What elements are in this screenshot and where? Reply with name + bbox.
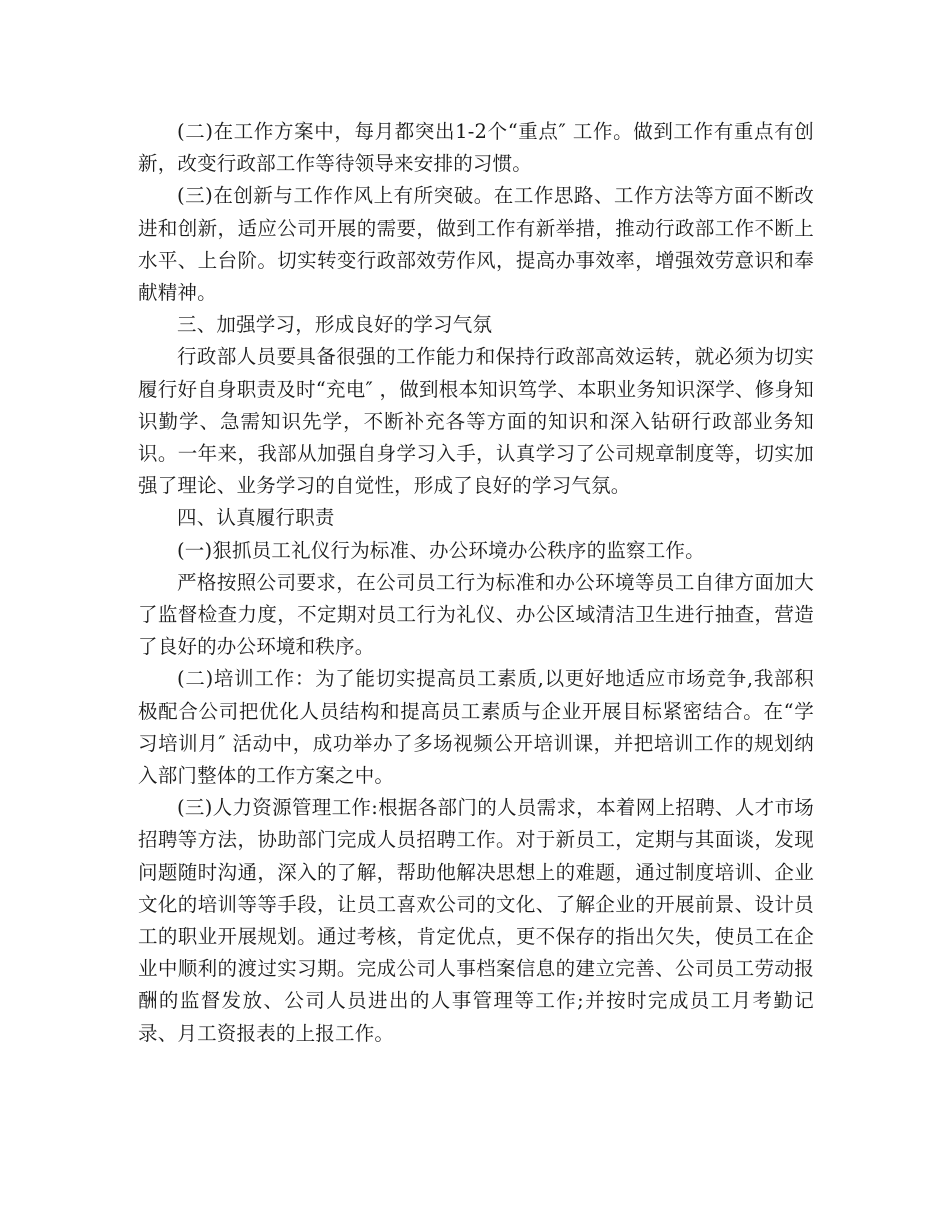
section-heading-duties: 四、认真履行职责 <box>177 506 335 530</box>
paragraph-innovation-style: (三)在创新与工作作风上有所突破。在工作思路、工作方法等方面不断改进和创新，适应公司开展的需要，做到工作有新举措，推动行政部工作不断上水平、上台阶。切实转变行政部效劳作风，提高办事效率，增强效劳意识和奉献精神。 <box>138 184 814 305</box>
paragraph-study: 行政部人员要具备很强的工作能力和保持行政部高效运转，就必须为切实履行好自身职责及时“充电″ ，做到根本知识笃学、本职业务知识深学、修身知识勤学、急需知识先学，不断补充各等方面的知识和深入钻研行政部业务知识。一年来，我部从加强自身学习入手，认真学习了公司规章制度等，切实加强了理论、业务学习的自觉性，形成了良好的学习气氛。 <box>138 345 814 498</box>
paragraph-innovation-focus: (二)在工作方案中，每月都突出1-2个“重点″ 工作。做到工作有重点有创新，改变行政部工作等待领导来安排的习惯。 <box>138 120 814 176</box>
paragraph-training: (二)培训工作：为了能切实提高员工素质,以更好地适应市场竞争,我部积极配合公司把优化人员结构和提高员工素质与企业开展目标紧密结合。在“学习培训月″ 活动中，成功举办了多场视频公开培训课，并把培训工作的规划纳入部门整体的工作方案之中。 <box>138 667 814 788</box>
paragraph-hr-management: (三)人力资源管理工作:根据各部门的人员需求，本着网上招聘、人才市场招聘等方法，协助部门完成人员招聘工作。对于新员工，定期与其面谈，发现问题随时沟通，深入的了解，帮助他解决思想上的难题，通过制度培训、企业文化的培训等等手段，让员工喜欢公司的文化、了解企业的开展前景、设计员工的职业开展规划。通过考核，肯定优点，更不保存的指出欠失，使员工在企业中顺利的渡过实习期。完成公司人事档案信息的建立完善、公司员工劳动报酬的监督发放、公司人员进出的人事管理等工作;并按时完成员工月考勤记录、月工资报表的上报工作。 <box>138 796 814 1045</box>
subheading-etiquette: (一)狠抓员工礼仪行为标准、办公环境办公秩序的监察工作。 <box>177 538 705 562</box>
document-body <box>138 116 814 1050</box>
section-heading-study: 三、加强学习，形成良好的学习气氛 <box>177 313 493 337</box>
paragraph-etiquette: 严格按照公司要求，在公司员工行为标准和办公环境等员工自律方面加大了监督检查力度，不定期对员工行为礼仪、办公区域清洁卫生进行抽查，营造了良好的办公环境和秩序。 <box>138 570 814 659</box>
